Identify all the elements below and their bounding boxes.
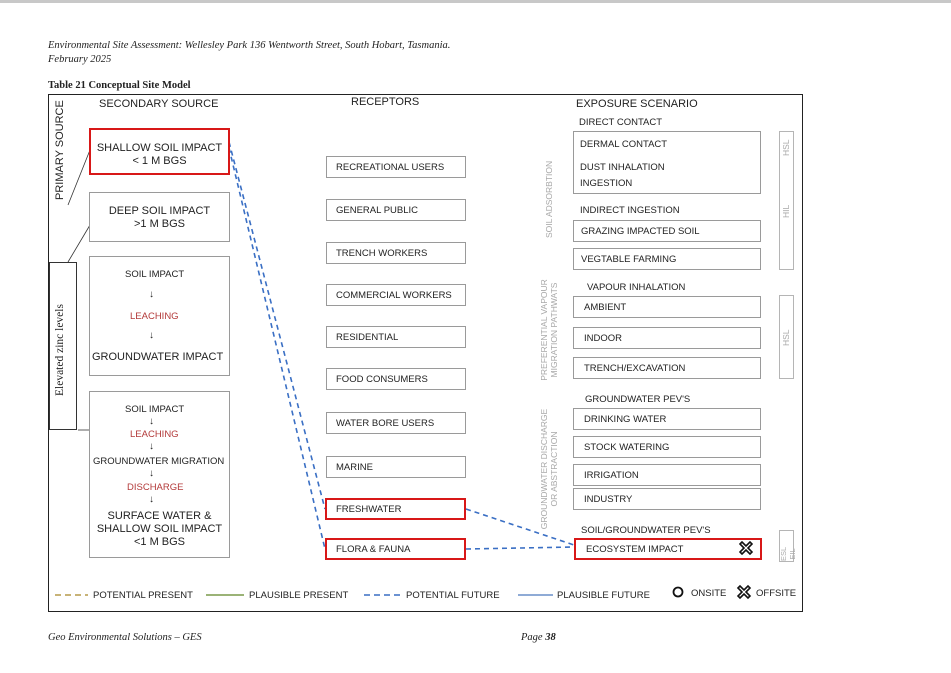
legend-onsite: ONSITE [691,588,727,599]
shallow-soil-line2: < 1 M BGS [132,155,187,167]
header-date: February 2025 [48,54,112,65]
indoor-box: INDOOR [573,327,761,349]
industry-box: INDUSTRY [573,488,761,510]
sw-result-line3: <1 M BGS [133,536,186,548]
soil-groundwater-pevs-heading: SOIL/GROUNDWATER PEV'S [581,525,711,536]
gw-leaching-text: LEACHING [130,311,179,322]
onsite-icon [674,588,683,597]
sw-result-line2: SHALLOW SOIL IMPACT [96,523,223,535]
soil-absorption-label: SOIL ADSORBTION [544,160,554,238]
legend-plausible-present: PLAUSIBLE PRESENT [249,590,349,601]
legend-offsite: OFFSITE [756,588,797,599]
trench-excavation-box: TRENCH/EXCAVATION [573,357,761,379]
dust-inhalation-text: DUST INHALATION [580,162,665,173]
hil-label: HIL [781,204,791,218]
grazing-impacted-soil-box: GRAZING IMPACTED SOIL [573,220,761,242]
hsl-label: HSL [781,139,791,156]
vapour-label-line2: MIGRATION PATHWATS [549,282,559,378]
receptor-residential: RESIDENTIAL [326,326,466,348]
sw-soil-impact-text: SOIL IMPACT [125,404,185,415]
ecosystem-impact-box: ECOSYSTEM IMPACT [574,538,762,560]
drinking-water-box: DRINKING WATER [573,408,761,430]
sw-leaching-text: LEACHING [130,429,179,440]
sw-discharge-text: DISCHARGE [127,482,184,493]
gw-soil-impact-text: SOIL IMPACT [125,269,185,280]
receptor-trench-workers: TRENCH WORKERS [326,242,466,264]
legend-potential-present: POTENTIAL PRESENT [93,590,193,601]
gw-arrow-2: ↓ [149,330,154,341]
groundwater-pevs-heading: GROUNDWATER PEV'S [585,394,691,405]
footer-page-number: 38 [545,632,556,643]
receptors-heading: RECEPTORS [351,96,420,108]
hsl-label-2: HSL [781,329,791,346]
receptor-freshwater: FRESHWATER [325,498,466,520]
exposure-scenario-heading: EXPOSURE SCENARIO [576,98,698,110]
irrigation-box: IRRIGATION [573,464,761,486]
secondary-source-heading: SECONDARY SOURCE [99,98,219,110]
receptor-marine: MARINE [326,456,466,478]
sw-result-line1: SURFACE WATER & [107,510,212,522]
receptor-general-public: GENERAL PUBLIC [326,199,466,221]
footer-company: Geo Environmental Solutions – GES [48,632,202,643]
gw-discharge-line1: GROUNDWATER DISCHARGE [539,408,549,530]
table-caption: Table 21 Conceptual Site Model [48,80,191,91]
sw-migration-text: GROUNDWATER MIGRATION [93,456,225,467]
groundwater-impact-text: GROUNDWATER IMPACT [92,351,224,363]
receptor-flora-fauna: FLORA & FAUNA [325,538,466,560]
footer-page [521,632,556,643]
vapour-inhalation-heading: VAPOUR INHALATION [587,282,686,293]
indirect-ingestion-heading: INDIRECT INGESTION [580,205,680,216]
receptor-commercial-workers: COMMERCIAL WORKERS [326,284,466,306]
eil-label: EIL [788,548,797,560]
legend-potential-future: POTENTIAL FUTURE [406,590,500,601]
deep-soil-line1: DEEP SOIL IMPACT [108,205,211,217]
ingestion-text: INGESTION [580,178,633,189]
sw-arrow-1: ↓ [149,416,154,427]
receptor-recreational-users: RECREATIONAL USERS [326,156,466,178]
offsite-icon [738,586,750,598]
deep-soil-line2: >1 M BGS [133,218,186,230]
gw-discharge-line2: OR ABSTRACTION [549,431,559,507]
ambient-box: AMBIENT [573,296,761,318]
vapour-label-line1: PREFERENTIAL VAPOUR [539,279,549,381]
primary-source-label: Elevated zinc levels [54,304,66,396]
stock-watering-box: STOCK WATERING [573,436,761,458]
sw-arrow-2: ↓ [149,441,154,452]
direct-contact-heading: DIRECT CONTACT [579,117,663,128]
footer-page-label: Page [521,632,543,643]
receptor-food-consumers: FOOD CONSUMERS [326,368,466,390]
gw-arrow-1: ↓ [149,289,154,300]
header-title: Environmental Site Assessment: Wellesley Park 136 Wentworth Street, South Hobart, Tasmania. [48,40,451,51]
vegetable-farming-box: VEGTABLE FARMING [573,248,761,270]
shallow-soil-line1: SHALLOW SOIL IMPACT [96,142,223,154]
primary-source-heading: PRIMARY SOURCE [54,100,66,200]
sw-arrow-4: ↓ [149,494,154,505]
receptor-water-bore-users: WATER BORE USERS [326,412,466,434]
dermal-contact-text: DERMAL CONTACT [580,139,668,150]
legend-plausible-future: PLAUSIBLE FUTURE [557,590,650,601]
esl-label: ESL [779,546,788,561]
sw-arrow-3: ↓ [149,468,154,479]
